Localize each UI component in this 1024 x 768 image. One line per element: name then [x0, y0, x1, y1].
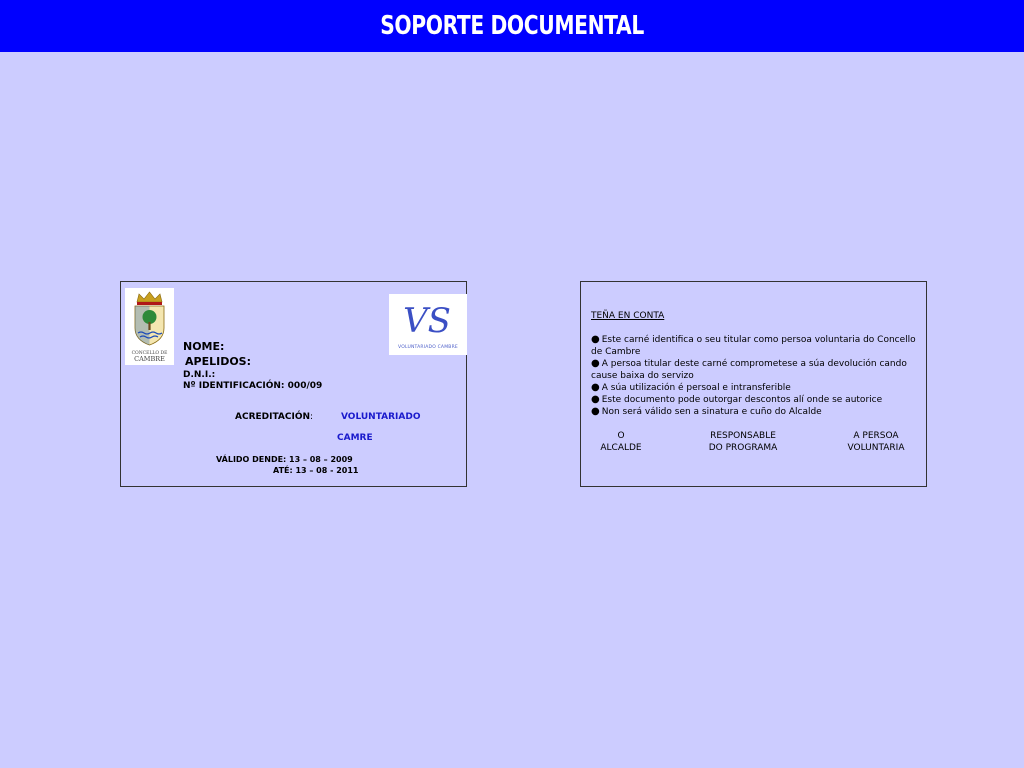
title-bar — [0, 0, 1024, 52]
card-front — [120, 281, 467, 487]
list-item: ● A súa utilización é persoal e intransferible — [591, 382, 791, 393]
acreditacion-label: ACREDITACIÓN — [235, 412, 311, 422]
bullet-icon: ● — [591, 358, 600, 369]
signature-responsable: RESPONSABLE DO PROGRAMA — [708, 431, 778, 453]
concello-cambre-crest-icon — [125, 288, 174, 365]
dni-label: D.N.I.: — [183, 370, 216, 380]
acreditacion-value-1: VOLUNTARIADO — [341, 412, 421, 422]
vs-logo-icon — [389, 294, 467, 344]
conditions-text — [591, 310, 916, 418]
page-title: SOPORTE DOCUMENTAL — [380, 11, 644, 41]
list-item: ● Non será válido sen a sinatura e cuño do Alcalde — [591, 406, 822, 417]
acreditacion-colon: : — [310, 412, 314, 422]
valido-ate: ATÉ: 13 – 08 - 2011 — [273, 466, 359, 475]
logo-caption: VOLUNTARIADO CAMBRE — [398, 345, 458, 350]
valido-dende: VÁLIDO DENDE: 13 – 08 – 2009 — [216, 455, 353, 464]
bullet-icon: ● — [591, 406, 600, 417]
list-item: ● Este carné identifica o seu titular como persoa voluntaria do Concello de Cambre — [591, 334, 916, 357]
crest-caption-1: CONCELLO DE — [131, 351, 168, 356]
nome-label: NOME: — [183, 340, 225, 353]
signature-alcalde: O ALCALDE — [600, 431, 642, 453]
list-item: ● Este documento pode outorgar descontos alí onde se autorice — [591, 394, 883, 405]
list-item: ● A persoa titular deste carné comprometese a súa devolución cando cause baixa do servizo — [591, 358, 907, 381]
bullet-icon: ● — [591, 334, 600, 345]
voluntariado-logo — [389, 294, 467, 355]
id-label: Nº IDENTIFICACIÓN: 000/09 — [183, 381, 323, 391]
conditions-heading: TEÑA EN CONTA — [591, 311, 665, 321]
svg-text:VS: VS — [403, 301, 451, 341]
acreditacion-value-2: CAMRE — [337, 433, 373, 443]
signature-persoa-voluntaria: A PERSOA VOLUNTARIA — [847, 431, 905, 453]
acreditacion-row — [235, 412, 313, 422]
bullet-icon: ● — [591, 394, 600, 405]
crest-caption-2: CAMBRE — [134, 355, 165, 363]
card-back — [580, 281, 927, 487]
bullet-icon: ● — [591, 382, 600, 393]
apelidos-label: APELIDOS: — [185, 355, 251, 368]
